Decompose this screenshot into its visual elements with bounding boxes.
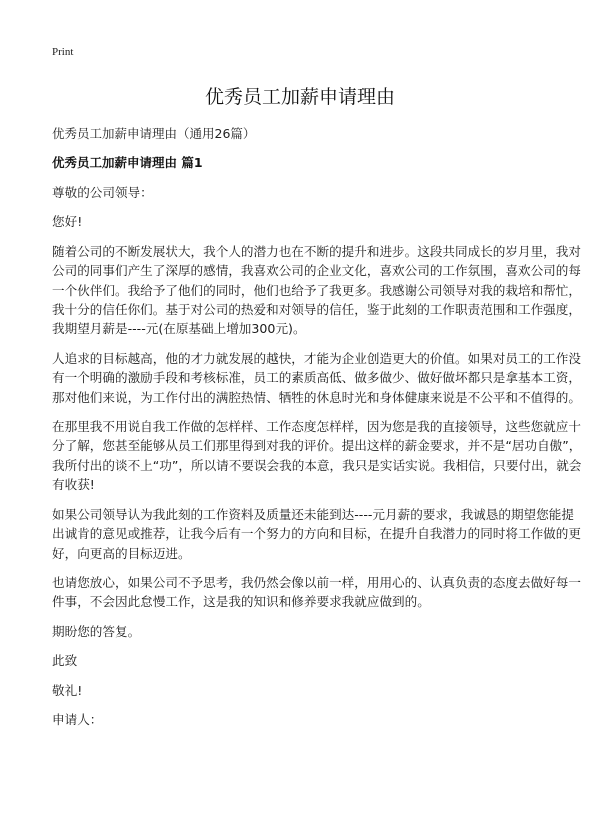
signature-line: 申请人：	[52, 711, 103, 727]
salutation: 尊敬的公司领导：	[52, 185, 153, 200]
closing-phrase: 此致	[52, 653, 78, 669]
closing-salute: 敬礼!	[52, 682, 83, 698]
print-link[interactable]: Print	[52, 46, 74, 58]
paragraph-2: 人追求的目标越高，他的才力就发展的越快，才能为企业创造更大的价值。如果对员工的工作没有一个明确的激励手段和考核标准，员工的素质高低、做多做少、做好做坏都只是拿基本工资，那对他们来说，为工作付出的满腔热情、牺牲的休息时光和身体健康来说是不公平和不值得的。	[52, 350, 581, 405]
closing-line: 期盼您的答复。	[52, 623, 141, 639]
page-title: 优秀员工加薪申请理由	[204, 86, 395, 108]
paragraph-5: 也请您放心，如果公司不予思考，我仍然会像以前一样，用用心的、认真负责的态度去做好每一件事，不会因此怠慢工作，这是我的知识和修养要求我就应做到的。	[52, 574, 581, 610]
greeting: 您好!	[52, 214, 83, 230]
letter-body	[52, 183, 582, 739]
section-heading: 优秀员工加薪申请理由 篇1	[52, 155, 203, 170]
document-subtitle: 优秀员工加薪申请理由（通用26篇）	[52, 126, 256, 141]
paragraph-4: 如果公司领导认为我此刻的工作资料及质量还未能到达----元月薪的要求，我诚恳的期望您能提出诚肯的意见或推荐，让我今后有一个努力的方向和目标，在提升自我潜力的同时将工作做的更好，向更高的目标迈进。	[52, 506, 581, 561]
paragraph-3: 在那里我不用说自我工作做的怎样样、工作态度怎样样，因为您是我的直接领导，这些您就应十分了解，您甚至能够从员工们那里得到对我的评价。提出这样的薪金要求，并不是“居功自傲”，我所付出的谈不上“功”，所以请不要误会我的本意，我只是实话实说。我相信，只要付出，就会有收获!	[52, 419, 582, 493]
paragraph-1: 随着公司的不断发展状大，我个人的潜力也在不断的提升和进步。这段共同成长的岁月里，我对公司的同事们产生了深厚的感情，我喜欢公司的企业文化，喜欢公司的工作氛围，喜欢公司的每一个伙伴们。我给予了他们的同时，他们也给予了我更多。我感谢公司领导对我的栽培和帮忙，我十分的信任你们。基于对公司的热爱和对领导的信任，鉴于此刻的工作职责范围和工作强度，我期望月薪是----元(在原基础上增加300元)。	[52, 243, 581, 337]
